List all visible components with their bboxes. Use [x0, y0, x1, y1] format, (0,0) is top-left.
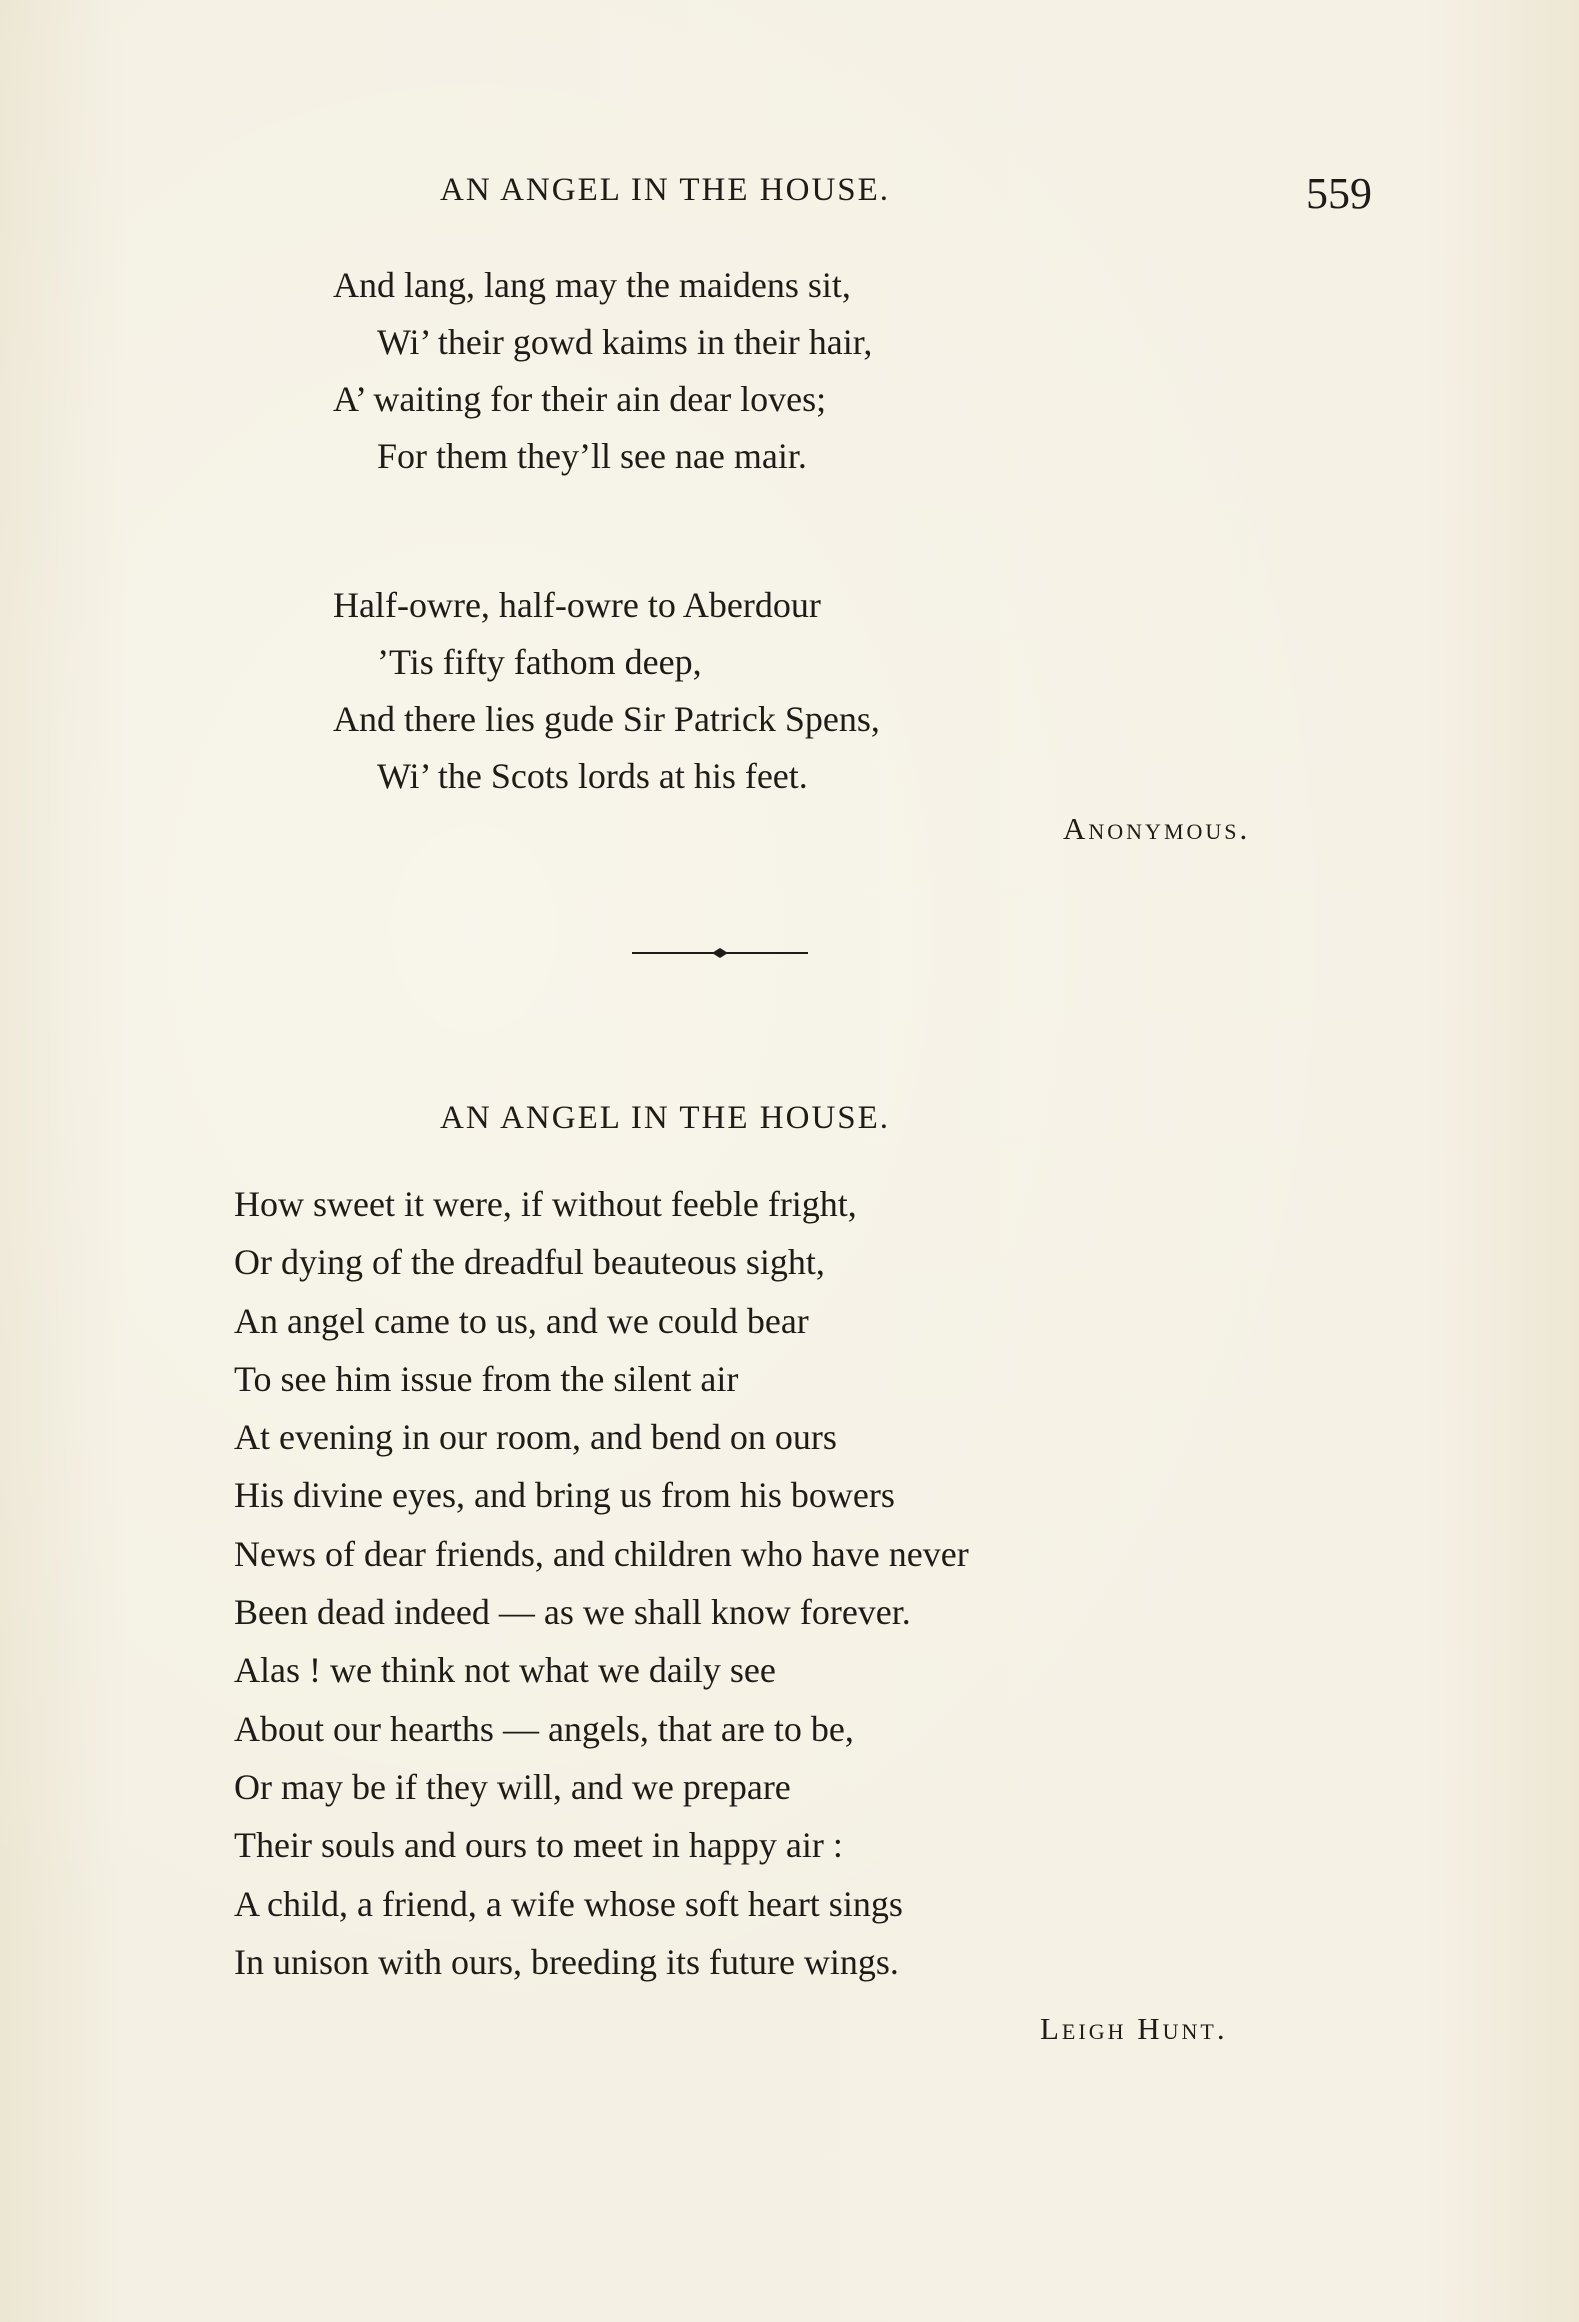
poem-title: AN ANGEL IN THE HOUSE.	[440, 1100, 891, 1136]
verse-line: Half-owre, half-owre to Aberdour	[333, 585, 821, 625]
verse-line: Wi’ the Scots lords at his feet.	[377, 756, 808, 796]
verse-line: ’Tis fifty fathom deep,	[377, 642, 702, 682]
section-divider	[632, 946, 808, 960]
verse-line: And lang, lang may the maidens sit,	[333, 265, 851, 305]
verse-line: His divine eyes, and bring us from his bowers	[234, 1475, 895, 1516]
verse-line: Or dying of the dreadful beauteous sight,	[234, 1242, 825, 1283]
verse-line: News of dear friends, and children who have never	[234, 1533, 969, 1574]
verse-line: Their souls and ours to meet in happy air :	[234, 1825, 843, 1866]
stanza-1	[333, 257, 872, 485]
verse-line: A child, a friend, a wife whose soft heart sings	[234, 1883, 903, 1924]
verse-line: A’ waiting for their ain dear loves;	[333, 379, 827, 419]
verse-line: Been dead indeed — as we shall know forever.	[234, 1592, 911, 1633]
poem-body	[234, 1175, 969, 1991]
attribution-leigh-hunt: Leigh Hunt.	[1040, 2011, 1228, 2046]
page-number: 559	[1306, 169, 1372, 218]
verse-line: In unison with ours, breeding its future wings.	[234, 1941, 899, 1982]
verse-line: And there lies gude Sir Patrick Spens,	[333, 699, 880, 739]
running-head: AN ANGEL IN THE HOUSE.	[440, 172, 891, 208]
verse-line: At evening in our room, and bend on ours	[234, 1417, 837, 1458]
verse-line: To see him issue from the silent air	[234, 1358, 739, 1399]
verse-line: For them they’ll see nae mair.	[377, 436, 807, 476]
verse-line: Wi’ their gowd kaims in their hair,	[377, 322, 873, 362]
stanza-2	[333, 577, 880, 805]
verse-line: Or may be if they will, and we prepare	[234, 1766, 791, 1807]
verse-line: An angel came to us, and we could bear	[234, 1300, 809, 1341]
verse-line: Alas ! we think not what we daily see	[234, 1650, 776, 1691]
verse-line: About our hearths — angels, that are to be,	[234, 1708, 854, 1749]
attribution-anonymous: Anonymous.	[1063, 811, 1251, 846]
verse-line: How sweet it were, if without feeble fright,	[234, 1184, 857, 1224]
